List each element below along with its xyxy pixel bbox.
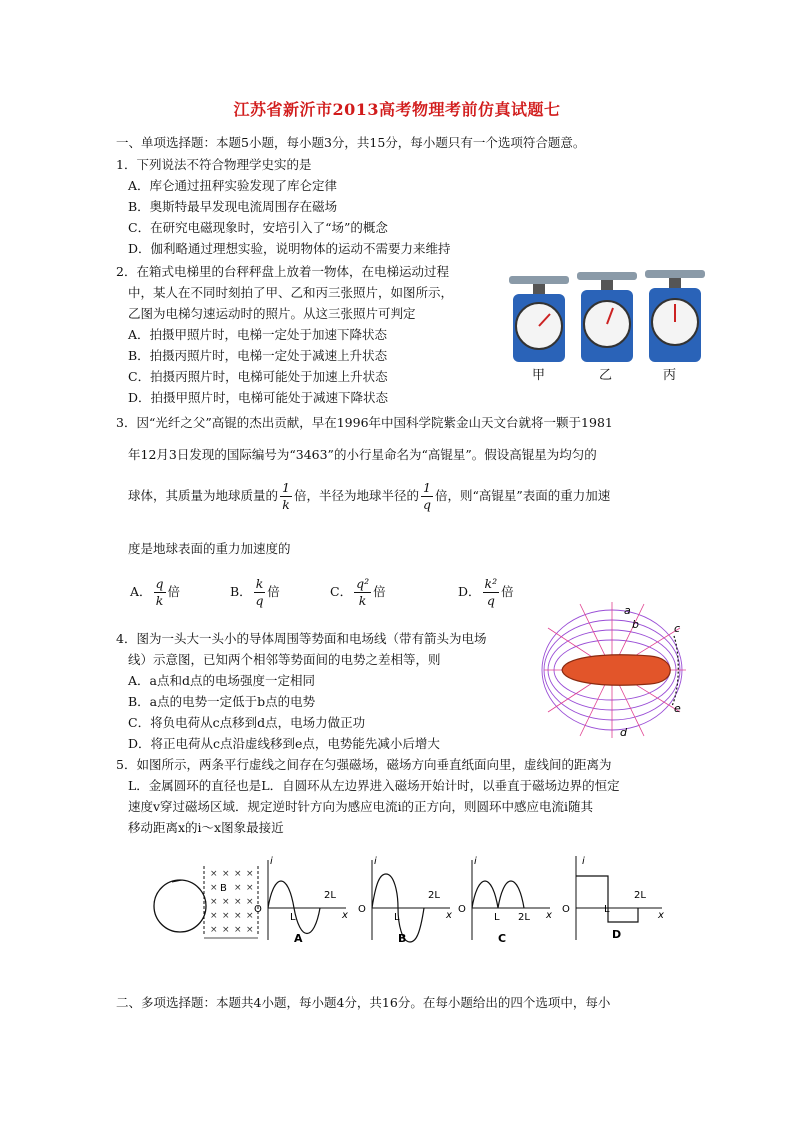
scale-bing (645, 270, 705, 362)
svg-text:×: × (246, 911, 254, 921)
frac-den: k (155, 593, 164, 608)
dashed-path (672, 636, 678, 706)
option-suffix: 倍 (373, 584, 386, 599)
section1-heading: 一、单项选择题：本题5小题，每小题3分，共15分，每小题只有一个选项符合题意。 (116, 135, 586, 150)
scale-yi (577, 272, 637, 362)
tick-l: L (494, 912, 500, 923)
metal-ring (154, 880, 206, 932)
fraction-one-over-q (421, 480, 433, 513)
svg-text:×: × (246, 883, 254, 893)
svg-text:×: × (210, 897, 218, 907)
option-suffix: 倍 (501, 584, 514, 599)
option-letter: A． (130, 584, 152, 599)
q2-option-b: B．拍摄丙照片时，电梯一定处于减速上升状态 (128, 348, 388, 363)
q4-option-c: C．将负电荷从c点移到d点，电场力做正功 (128, 715, 366, 730)
frac-num: 1 (422, 480, 431, 495)
q2-stem-2: 中，某人在不同时刻拍了甲、乙和丙三张照片，如图所示， (128, 285, 454, 300)
frac-num: 1 (282, 480, 290, 495)
origin-label: O (358, 904, 366, 915)
tick-2l: 2L (428, 890, 440, 901)
frac-den: k (282, 497, 290, 512)
q2-stem-1: 2．在箱式电梯里的台秤秤盘上放着一物体，在电梯运动过程 (116, 264, 449, 279)
q3-stem-3c: 倍，则“高锟星”表面的重力加速 (434, 488, 611, 503)
fraction-one-over-k (280, 480, 292, 513)
graph-d (562, 856, 664, 941)
q2-option-a: A．拍摄甲照片时，电梯一定处于加速下降状态 (128, 327, 388, 342)
svg-text:×: × (222, 911, 230, 921)
point-label-a: a (624, 604, 631, 617)
axis-label-x: x (658, 910, 664, 921)
svg-text:×: × (222, 897, 230, 907)
svg-text:×: × (210, 911, 218, 921)
axis-label-i: i (270, 856, 273, 867)
graph-label-a: A (294, 932, 303, 945)
q4-field-figure (540, 598, 690, 740)
frac-den: q (486, 593, 495, 608)
point-label-c: c (674, 622, 681, 635)
conductor-shape (562, 655, 670, 685)
graph-label-b: B (398, 932, 407, 945)
tick-2l: 2L (634, 890, 646, 901)
q3-stem-3b: 倍，半径为地球半径的 (293, 488, 419, 503)
svg-text:×: × (210, 869, 218, 879)
svg-text:×: × (234, 925, 242, 935)
frac-den: q (255, 593, 264, 608)
svg-text:×: × (210, 883, 218, 893)
q4-stem-2: 线）示意图，已知两个相邻等势面间的电势之差相等，则 (128, 652, 441, 667)
q5-stem-4: 移动距离x的i～x图象最接近 (128, 820, 284, 835)
axis-label-i: i (374, 856, 377, 867)
svg-text:×: × (246, 925, 254, 935)
origin-label: O (562, 904, 570, 915)
point-label-b: b (632, 618, 639, 631)
frac-num: k² (484, 576, 498, 591)
q3-option-d (458, 576, 514, 609)
q1-stem: 1．下列说法不符合物理学史实的是 (116, 157, 312, 172)
photo-label-bing: 丙 (663, 368, 677, 383)
svg-text:×: × (222, 925, 230, 935)
q5-stem-3: 速度v穿过磁场区域．规定逆时针方向为感应电流i的正方向，则圆环中感应电流i随其 (128, 799, 594, 814)
frac-num: q² (356, 576, 370, 591)
q3-option-b (230, 576, 280, 609)
photo-label-jia: 甲 (532, 368, 546, 383)
svg-text:×: × (234, 869, 242, 879)
svg-text:×: × (210, 925, 218, 935)
tick-2l: 2L (518, 912, 530, 923)
option-letter: B． (230, 584, 252, 599)
option-fraction (483, 576, 500, 609)
q1-option-d: D．伽利略通过理想实验，说明物体的运动不需要力来维持 (128, 241, 451, 256)
ring-and-field (154, 866, 258, 938)
graph-label-d: D (612, 928, 622, 941)
q3-stem-3a: 球体，其质量为地球质量的 (128, 488, 279, 503)
graph-label-c: C (498, 932, 507, 945)
q3-stem-3 (128, 480, 610, 513)
q3-option-c (330, 576, 386, 609)
point-label-e: e (674, 702, 681, 715)
q2-option-d: D．拍摄甲照片时，电梯可能处于减速下降状态 (128, 390, 389, 405)
q2-stem-3: 乙图为电梯匀速运动时的照片。从这三张照片可判定 (128, 306, 416, 321)
photo-label-yi: 乙 (599, 368, 613, 383)
axis-label-x: x (546, 910, 552, 921)
tick-l: L (394, 912, 400, 923)
frac-num: k (255, 576, 264, 591)
section2-heading: 二、多项选择题：本题共4小题，每小题4分，共16分。在每小题给出的四个选项中，每小 (116, 995, 611, 1010)
origin-label: O (458, 904, 466, 915)
option-fraction (354, 576, 371, 609)
q5-figure (150, 852, 680, 948)
graph-c (458, 856, 552, 945)
scale-jia (509, 276, 569, 362)
option-letter: D． (458, 584, 481, 599)
option-letter: C． (330, 584, 353, 599)
svg-text:×: × (234, 911, 242, 921)
svg-text:×: × (246, 897, 254, 907)
axis-label-i: i (582, 856, 585, 867)
q4-stem-1: 4．图为一头大一头小的导体周围等势面和电场线（带有箭头为电场 (116, 631, 487, 646)
frac-num: q (155, 576, 164, 591)
tick-l: L (604, 904, 610, 915)
svg-text:×: × (234, 897, 242, 907)
graph-a (254, 856, 348, 945)
graph-b (358, 856, 452, 945)
q3-stem-2: 年12月3日发现的国际编号为“3463”的小行星命名为“高锟星”。假设高锟星为均匀的 (128, 447, 597, 462)
svg-text:×: × (234, 883, 242, 893)
option-suffix: 倍 (167, 584, 181, 599)
q3-stem-4: 度是地球表面的重力加速度的 (128, 541, 291, 556)
option-suffix: 倍 (267, 584, 280, 599)
axis-label-x: x (446, 910, 452, 921)
q1-option-a: A．库仑通过扭秤实验发现了库仑定律 (128, 178, 338, 193)
q4-option-d: D．将正电荷从c点沿虚线移到e点，电势能先减小后增大 (128, 736, 440, 751)
q5-stem-2: L．金属圆环的直径也是L．自圆环从左边界进入磁场开始计时，以垂直于磁场边界的恒定 (128, 778, 620, 793)
frac-den: q (422, 497, 431, 512)
q4-option-a: A．a点和d点的电场强度一定相同 (128, 673, 315, 688)
origin-label: O (254, 904, 262, 915)
option-fraction (154, 576, 166, 609)
q5-stem-1: 5．如图所示，两条平行虚线之间存在匀强磁场，磁场方向垂直纸面向里，虚线间的距离为 (116, 757, 612, 772)
point-label-d: d (620, 726, 627, 739)
q3-stem-1: 3．因“光纤之父”高锟的杰出贡献，早在1996年中国科学院紫金山天文台就将一颗于1981 (116, 415, 613, 430)
axis-label-i: i (474, 856, 477, 867)
q2-option-c: C．拍摄丙照片时，电梯可能处于加速上升状态 (128, 369, 388, 384)
svg-text:×: × (222, 869, 230, 879)
tick-l: L (290, 912, 296, 923)
axis-label-x: x (342, 910, 348, 921)
frac-den: k (358, 593, 367, 608)
tick-2l: 2L (324, 890, 336, 901)
q4-option-b: B．a点的电势一定低于b点的电势 (128, 694, 316, 709)
page-title: 江苏省新沂市2013高考物理考前仿真试题七 (233, 100, 561, 119)
svg-text:×: × (246, 869, 254, 879)
q1-option-c: C．在研究电磁现象时，安培引入了“场”的概念 (128, 220, 388, 235)
q1-option-b: B．奥斯特最早发现电流周围存在磁场 (128, 199, 338, 214)
field-label-b: B (220, 883, 227, 894)
q3-option-a (130, 576, 180, 609)
option-fraction (254, 576, 266, 609)
